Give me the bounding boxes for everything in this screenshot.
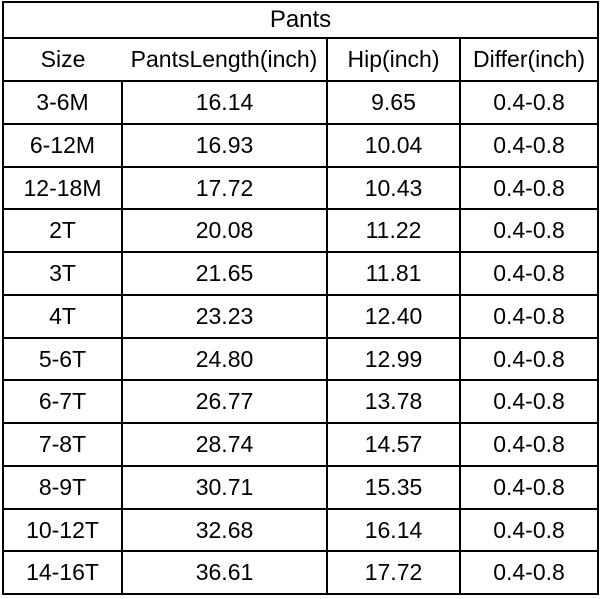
pants-length-cell: 21.65 xyxy=(122,252,327,295)
hip-cell: 12.99 xyxy=(327,338,460,381)
size-cell: 3-6M xyxy=(3,81,122,124)
pants-length-cell: 17.72 xyxy=(122,167,327,210)
differ-cell: 0.4-0.8 xyxy=(460,209,598,252)
table-row xyxy=(3,209,598,252)
table-title-row xyxy=(3,2,598,38)
table-row xyxy=(3,509,598,552)
table-row xyxy=(3,338,598,381)
pants-length-cell: 24.80 xyxy=(122,338,327,381)
table-row xyxy=(3,423,598,466)
size-cell: 4T xyxy=(3,295,122,338)
pants-length-cell: 28.74 xyxy=(122,423,327,466)
hip-cell: 17.72 xyxy=(327,551,460,594)
size-cell: 14-16T xyxy=(3,551,122,594)
table-row xyxy=(3,466,598,509)
pants-size-chart-table xyxy=(2,1,599,595)
pants-length-cell: 23.23 xyxy=(122,295,327,338)
table-header-row xyxy=(3,38,598,81)
differ-cell: 0.4-0.8 xyxy=(460,423,598,466)
differ-cell: 0.4-0.8 xyxy=(460,466,598,509)
size-cell: 6-7T xyxy=(3,380,122,423)
size-cell: 12-18M xyxy=(3,167,122,210)
size-cell: 10-12T xyxy=(3,509,122,552)
column-header-differ: Differ(inch) xyxy=(460,38,598,81)
column-header-size: Size xyxy=(3,38,122,81)
differ-cell: 0.4-0.8 xyxy=(460,167,598,210)
size-cell: 8-9T xyxy=(3,466,122,509)
table-row xyxy=(3,167,598,210)
table-row xyxy=(3,551,598,594)
hip-cell: 10.04 xyxy=(327,124,460,167)
differ-cell: 0.4-0.8 xyxy=(460,81,598,124)
hip-cell: 13.78 xyxy=(327,380,460,423)
pants-length-cell: 36.61 xyxy=(122,551,327,594)
pants-length-cell: 26.77 xyxy=(122,380,327,423)
column-header-hip: Hip(inch) xyxy=(327,38,460,81)
pants-length-cell: 16.93 xyxy=(122,124,327,167)
hip-cell: 16.14 xyxy=(327,509,460,552)
size-cell: 2T xyxy=(3,209,122,252)
differ-cell: 0.4-0.8 xyxy=(460,338,598,381)
pants-length-cell: 32.68 xyxy=(122,509,327,552)
pants-length-cell: 30.71 xyxy=(122,466,327,509)
differ-cell: 0.4-0.8 xyxy=(460,295,598,338)
hip-cell: 14.57 xyxy=(327,423,460,466)
hip-cell: 10.43 xyxy=(327,167,460,210)
column-header-pants-length: PantsLength(inch) xyxy=(122,38,327,81)
table-row xyxy=(3,380,598,423)
hip-cell: 11.81 xyxy=(327,252,460,295)
table-row xyxy=(3,81,598,124)
table-row xyxy=(3,295,598,338)
size-cell: 6-12M xyxy=(3,124,122,167)
size-cell: 5-6T xyxy=(3,338,122,381)
differ-cell: 0.4-0.8 xyxy=(460,509,598,552)
hip-cell: 11.22 xyxy=(327,209,460,252)
differ-cell: 0.4-0.8 xyxy=(460,380,598,423)
hip-cell: 15.35 xyxy=(327,466,460,509)
pants-length-cell: 16.14 xyxy=(122,81,327,124)
hip-cell: 9.65 xyxy=(327,81,460,124)
table-row xyxy=(3,252,598,295)
hip-cell: 12.40 xyxy=(327,295,460,338)
table-row xyxy=(3,124,598,167)
differ-cell: 0.4-0.8 xyxy=(460,124,598,167)
table-title: Pants xyxy=(3,2,598,38)
pants-length-cell: 20.08 xyxy=(122,209,327,252)
differ-cell: 0.4-0.8 xyxy=(460,551,598,594)
size-cell: 3T xyxy=(3,252,122,295)
size-cell: 7-8T xyxy=(3,423,122,466)
differ-cell: 0.4-0.8 xyxy=(460,252,598,295)
